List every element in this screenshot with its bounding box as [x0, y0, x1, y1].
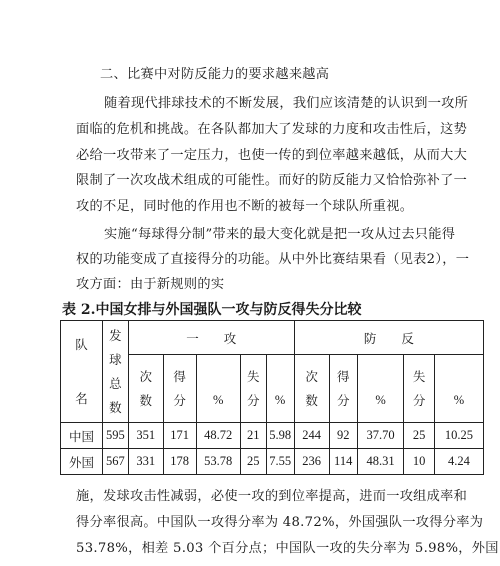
paragraph-line: 攻的不足，同时他的作用也不断的被每一个球队所重视。	[76, 199, 414, 214]
defense-score-cell: 92	[329, 423, 357, 449]
attack-score-cell: 171	[163, 423, 196, 449]
paragraph-line: 53.78%，相差 5.03 个百分点；中国队一攻的失分率为 5.98%，外国	[76, 541, 499, 556]
defense-count-header	[294, 355, 329, 423]
header-char: 分	[336, 393, 350, 408]
header-char: 分	[173, 393, 186, 408]
defense-group-header: 防 反	[294, 321, 483, 355]
defense-pct-header: %	[357, 355, 404, 423]
paragraph-line: 攻方面：由于新规则的实	[76, 277, 225, 292]
header-char: 失	[247, 369, 260, 384]
header-char: 得	[173, 369, 186, 384]
comparison-table	[60, 320, 484, 475]
section-heading: 二、比赛中对防反能力的要求越来越高	[100, 67, 330, 82]
team-header-char: 队	[75, 337, 88, 352]
header-char: 次	[139, 369, 153, 384]
paragraph-line: 权的功能变成了直接得分的功能。从中外比赛结果看（见表2），一	[76, 252, 470, 267]
paragraph-line: 面临的危机和挑战。在各队都加大了发球的力度和攻击性后，这势	[76, 122, 468, 137]
paragraph-line: 随着现代排球技术的不断发展，我们应该清楚的认识到一攻所	[104, 96, 469, 111]
serves-cell: 567	[103, 449, 129, 475]
defense-count-cell: 244	[294, 423, 329, 449]
serve-header-char: 总	[109, 376, 122, 391]
serve-header-char: 数	[109, 400, 122, 415]
serve-header-char: 发	[109, 328, 122, 343]
defense-score-cell: 114	[329, 449, 357, 475]
header-char: 分	[412, 393, 426, 408]
defense-loss-header	[404, 355, 434, 423]
attack-loss-header	[240, 355, 266, 423]
table-row	[61, 423, 484, 449]
attack-count-cell: 331	[128, 449, 163, 475]
defense-loss-pct-cell: 10.25	[434, 423, 483, 449]
attack-loss-pct-cell: 7.55	[266, 449, 294, 475]
table-header-row	[61, 321, 484, 355]
defense-score-header	[329, 355, 357, 423]
attack-score-cell: 178	[163, 449, 196, 475]
attack-pct-cell: 53.78	[196, 449, 240, 475]
attack-loss-pct-header: %	[266, 355, 294, 423]
defense-count-cell: 236	[294, 449, 329, 475]
attack-count-header	[128, 355, 163, 423]
defense-pct-cell: 37.70	[357, 423, 404, 449]
attack-count-cell: 351	[128, 423, 163, 449]
paragraph-line: 实施“每球得分制”带来的最大变化就是把一攻从过去只能得	[104, 227, 456, 242]
serve-header-char: 球	[109, 352, 122, 367]
attack-loss-cell: 21	[240, 423, 266, 449]
attack-loss-pct-cell: 5.98	[266, 423, 294, 449]
attack-score-header	[163, 355, 196, 423]
defense-pct-cell: 48.31	[357, 449, 404, 475]
header-char: 次	[305, 369, 318, 384]
serve-header	[103, 321, 129, 423]
paragraph-line: 限制了一次攻战术组成的可能性。而好的防反能力又恰恰弥补了一	[76, 173, 468, 188]
paragraph-line: 得分率很高。中国队一攻得分率为 48.72%，外国强队一攻得分率为	[76, 515, 484, 530]
paragraph-line: 必给一攻带来了一定压力，也使一传的到位率越来越低，从而大大	[76, 148, 468, 163]
header-char: 失	[412, 369, 426, 384]
defense-loss-pct-header: %	[434, 355, 483, 423]
team-cell: 中国	[61, 423, 103, 449]
table-caption: 表 2.中国女排与外国强队一攻与防反得失分比较	[62, 302, 362, 318]
header-char: 得	[336, 369, 350, 384]
serves-cell: 595	[103, 423, 129, 449]
header-char: 数	[305, 393, 318, 408]
attack-pct-cell: 48.72	[196, 423, 240, 449]
team-header-char: 名	[75, 391, 88, 406]
attack-group-header: 一 攻	[128, 321, 294, 355]
defense-loss-pct-cell: 4.24	[434, 449, 483, 475]
attack-pct-header: %	[196, 355, 240, 423]
header-char: 数	[139, 393, 153, 408]
team-cell: 外国	[61, 449, 103, 475]
team-header	[61, 321, 103, 423]
table-row	[61, 449, 484, 475]
attack-loss-cell: 25	[240, 449, 266, 475]
paragraph-line: 施，发球攻击性减弱，必使一攻的到位率提高，进而一攻组成率和	[76, 489, 468, 504]
defense-loss-cell: 10	[404, 449, 434, 475]
header-char: 分	[247, 393, 260, 408]
defense-loss-cell: 25	[404, 423, 434, 449]
